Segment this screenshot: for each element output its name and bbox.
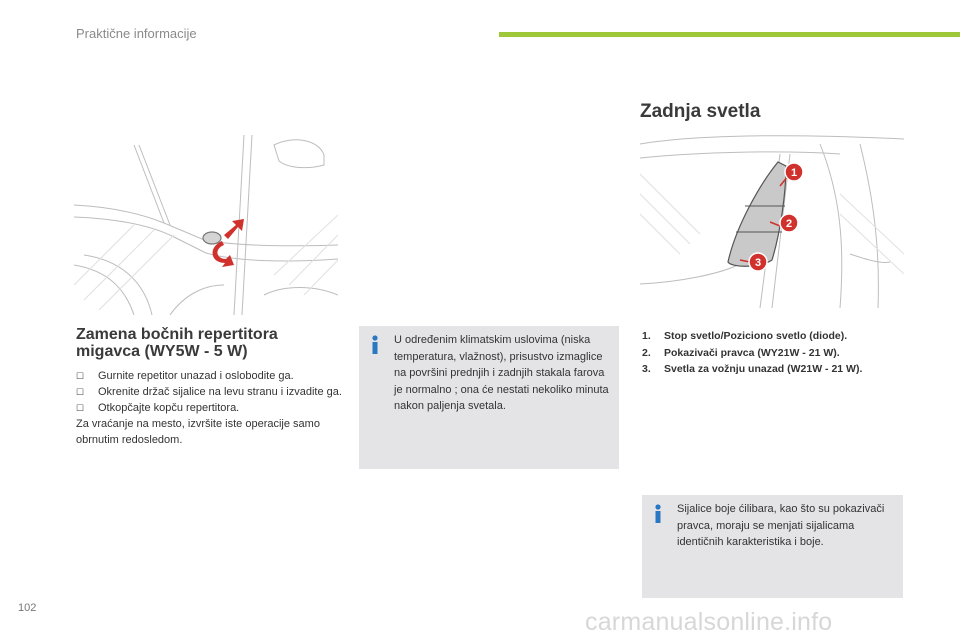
section-title: Praktične informacije [76,26,197,41]
repeater-lamp [203,232,221,244]
badge-1 [785,163,803,181]
bulb-list [642,328,932,378]
list-item: 2. Pokazivači pravca (WY21W - 21 W). [642,346,840,359]
info-box-middle [359,326,619,469]
info-text-bottom: Sijalice boje ćilibara, kao što su pokazivači pravca, moraju se menjati sijalicama identičnih karakteristika i boje. [677,503,885,548]
checkbox-bullet-icon: ☐ [76,371,85,381]
badge-3 [749,253,767,271]
checkbox-bullet-icon: ☐ [76,387,85,397]
list-item: 1. Stop svetlo/Poziciono svetlo (diode). [642,330,848,342]
rear-lamp-illustration [640,134,904,308]
tail-lamp [728,162,786,266]
steps-list [76,368,346,448]
page-number: 102 [18,602,37,614]
rotate-arrow-icon [213,241,234,267]
info-icon [368,335,382,355]
checkbox-bullet-icon: ☐ [76,403,85,413]
info-box-bottom [642,495,903,598]
list-item: ☐ Gurnite repetitor unazad i oslobodite ga. [76,370,294,382]
svg-text:1: 1 [790,167,798,179]
info-text-middle: U određenim klimatskim uslovima (niska temperatura, vlažnost), prisustvo izmaglice na površini prednjih i zadnjih stakala farova je normalno ; ona će nestati nekoliko minuta nakon paljenja svetala. [394,334,609,412]
rear-lights-heading: Zadnja svetla [640,101,761,122]
watermark: carmanualsonline.info [585,608,833,636]
svg-text:2: 2 [785,218,793,230]
list-item: ☐ Otkopčajte kopču repertitora. [76,402,240,414]
side-repeater-heading: Zamena bočnih repertitora migavca (WY5W - 5 W) [76,326,278,360]
badge-2 [780,214,798,232]
side-repeater-illustration [74,135,338,315]
accent-bar [499,32,960,37]
list-item: ☐ Okrenite držač sijalice na levu stranu i izvadite ga. [76,386,342,398]
car-side-drawing [74,135,338,315]
reinstall-note: Za vraćanje na mesto, izvršite iste operacije samo obrnutim redosledom. [76,418,320,446]
arrow-icon [224,219,244,239]
rear-lamp-drawing [640,134,904,308]
svg-text:3: 3 [754,257,762,269]
list-item: 3. Svetla za vožnju unazad (W21W - 21 W). [642,363,863,375]
info-icon [651,504,665,524]
